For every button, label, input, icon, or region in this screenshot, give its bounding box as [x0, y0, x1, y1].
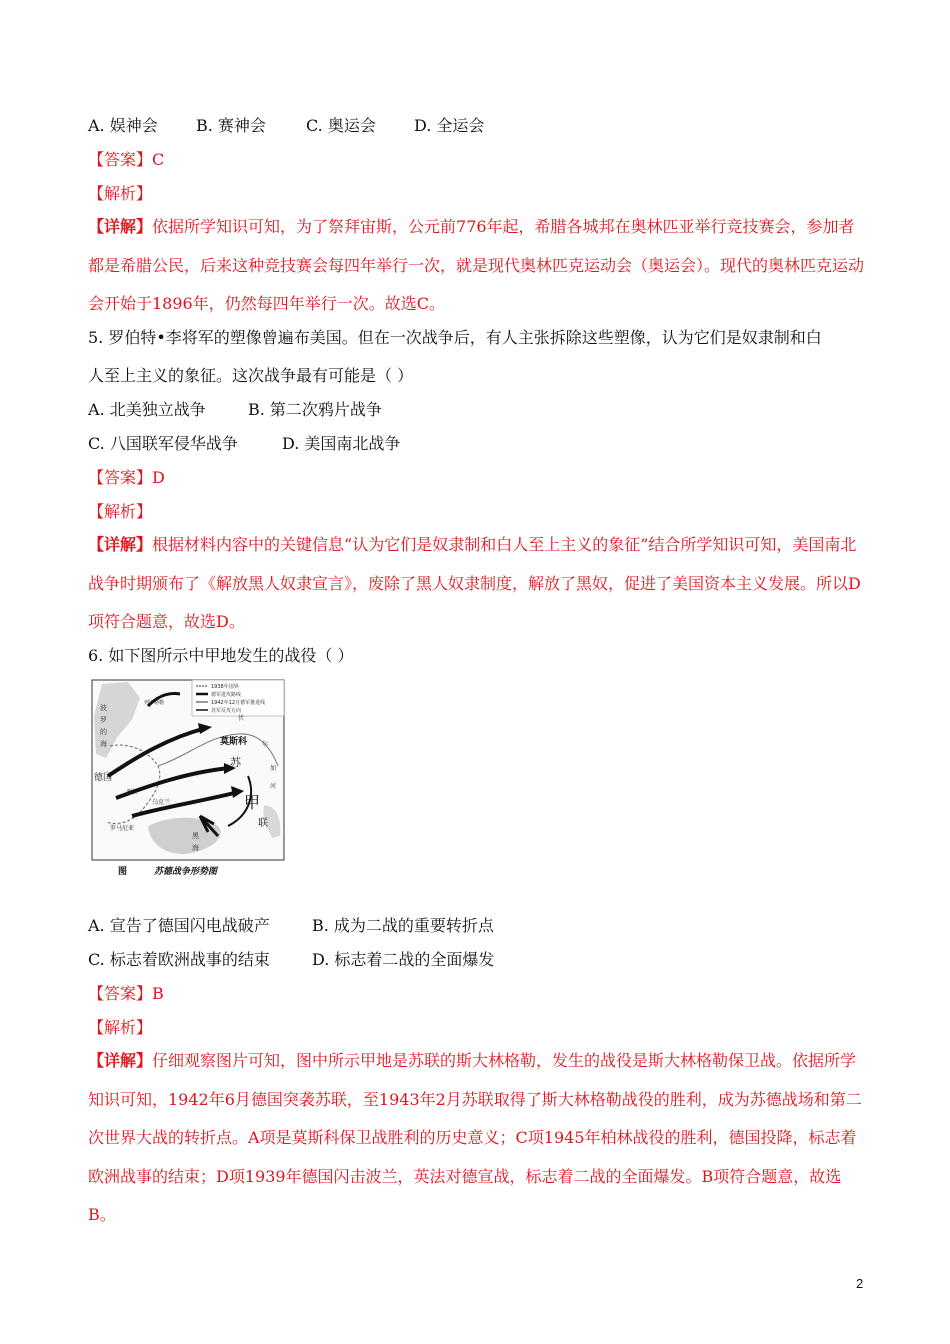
- label-baltic-4: 海: [100, 740, 107, 748]
- q5-analysis-heading: 【解析】: [88, 502, 153, 521]
- q4-option-a: A. 娱神会: [88, 116, 158, 135]
- q6-option-c: C. 标志着欧洲战事的结束: [88, 950, 270, 969]
- q6-detail-tag: 【详解】: [88, 1051, 153, 1070]
- label-volga-1: 伏: [238, 715, 245, 722]
- q5-options-row2: [88, 434, 400, 454]
- q5-stem-line1: 5. 罗伯特•李将军的塑像曾遍布美国。但在一次战争后，有人主张拆除这些塑像，认为它们是奴隶制和白: [88, 328, 822, 347]
- q4-detail-tag: 【详解】: [88, 217, 153, 236]
- label-su: 苏: [230, 756, 241, 769]
- q6-detail-text: 仔细观察图片可知，图中所示甲地是苏联的斯大林格勒，发生的战役是斯大林格勒保卫战。依据所学知识可知，1942年6月德国突袭苏联，至1943年2月苏联取得了斯大林格勒战役的胜利，成为苏德战场和第二次世界大战的转折点。A项是莫斯科保卫战胜利的历史意义；C项1945年柏林战役的胜利，德国投降，标志着欧洲战事的结束；D项1939年德国闪击波兰，英法对德宣战，标志着二战的全面爆发。B项符合题意，故选B。: [88, 1051, 862, 1224]
- q4-detail-text: 依据所学知识可知，为了祭拜宙斯，公元前776年起，希腊各城邦在奥林匹亚举行竞技赛会，参加者都是希腊公民，后来这种竞技赛会每四年举行一次，就是现代奥林匹克运动会（奥运会）。现代的奥林匹克运动会开始于1896年，仍然每四年举行一次。故选C。: [88, 217, 865, 313]
- q6-detail: [88, 1042, 866, 1235]
- label-black: 黑: [192, 832, 199, 840]
- q6-analysis-heading: 【解析】: [88, 1018, 153, 1037]
- page-number: 2: [856, 1276, 864, 1291]
- q5-options-row1: [88, 400, 382, 420]
- q4-option-c: C. 奥运会: [306, 116, 376, 135]
- q4-answer: 【答案】C: [88, 150, 165, 169]
- label-romania: 罗马尼亚: [110, 825, 135, 832]
- label-leningrad: 列宁格勒: [144, 700, 165, 706]
- map-caption-prefix: 图: [118, 867, 128, 877]
- label-baltic-3: 的: [100, 728, 107, 736]
- q6-stem: 6. 如下图所示中甲地发生的战役（ ）: [88, 646, 354, 665]
- q4-analysis-heading: 【解析】: [88, 184, 153, 203]
- legend-item-1: 1938年国界: [211, 684, 239, 690]
- q6-option-b: B. 成为二战的重要转折点: [312, 916, 494, 935]
- q5-option-b: B. 第二次鸦片战争: [248, 400, 382, 419]
- q5-option-a: A. 北美独立战争: [88, 400, 206, 419]
- q4-options-row: [88, 116, 484, 136]
- label-volga-3: 加: [270, 765, 277, 772]
- label-moscow: 莫斯科: [220, 737, 248, 747]
- label-sea: 海: [192, 844, 199, 852]
- label-germany: 德国: [94, 773, 113, 783]
- q5-stem-line2: 人至上主义的象征。这次战争最有可能是（ ）: [88, 366, 414, 385]
- label-jia: 甲: [244, 793, 261, 812]
- q6-option-d: D. 标志着二战的全面爆发: [312, 950, 495, 969]
- legend-item-2: 德军进攻路线: [211, 692, 242, 698]
- q6-option-a: A. 宣告了德国闪电战破产: [88, 916, 270, 935]
- map-caption: 苏德战争形势图: [154, 867, 218, 877]
- label-baltic-2: 罗: [100, 716, 107, 724]
- q6-options-row2: [88, 950, 494, 970]
- q4-option-d: D. 全运会: [414, 116, 485, 135]
- soviet-german-war-map: [88, 676, 288, 880]
- q5-option-d: D. 美国南北战争: [282, 434, 401, 453]
- q5-answer: 【答案】D: [88, 468, 165, 487]
- q5-detail-tag: 【详解】: [88, 535, 153, 554]
- legend-item-3: 1942年12月德军推进线: [211, 700, 266, 706]
- q4-option-b: B. 赛神会: [196, 116, 266, 135]
- label-ukraine: 乌克兰: [152, 799, 171, 806]
- q4-detail: [88, 208, 866, 324]
- q6-answer: 【答案】B: [88, 984, 164, 1003]
- legend-item-4: 苏军反攻方向: [211, 708, 242, 714]
- q5-option-c: C. 八国联军侵华战争: [88, 434, 238, 453]
- label-lian: 联: [258, 818, 268, 829]
- label-volga-2: 尔: [262, 741, 269, 748]
- label-volga-4: 河: [270, 783, 277, 790]
- q6-options-row1: [88, 916, 494, 936]
- q5-detail: [88, 526, 866, 642]
- label-baltic-1: 波: [100, 704, 107, 712]
- label-poland: 波兰: [126, 789, 139, 796]
- q5-detail-text: 根据材料内容中的关键信息“认为它们是奴隶制和白人至上主义的象征”结合所学知识可知，美国南北战争时期颁布了《解放黑人奴隶宣言》，废除了黑人奴隶制度，解放了黑奴，促进了美国资本主义发展。所以D项符合题意，故选D。: [88, 535, 861, 631]
